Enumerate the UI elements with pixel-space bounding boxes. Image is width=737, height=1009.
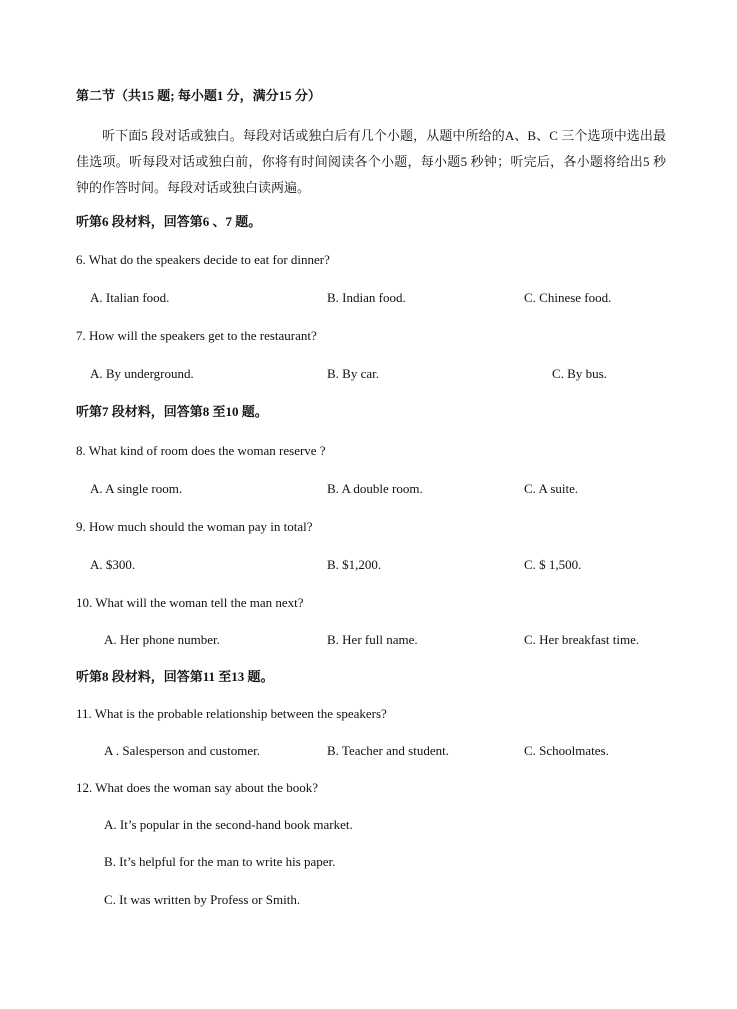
question-11-option-b[interactable]: B. Teacher and student. xyxy=(327,743,449,758)
question-12-option-b[interactable]: B. It’s helpful for the man to write his paper. xyxy=(104,854,336,869)
question-8-option-b[interactable]: B. A double room. xyxy=(327,481,423,496)
question-10-text: 10. What will the woman tell the man next? xyxy=(76,595,304,610)
question-11-option-c[interactable]: C. Schoolmates. xyxy=(524,743,609,758)
section-title: 第二节（共15 题; 每小题1 分，满分15 分） xyxy=(76,88,321,103)
question-11-text: 11. What is the probable relationship between the speakers? xyxy=(76,706,387,721)
question-9-option-a[interactable]: A. $300. xyxy=(90,557,136,572)
question-10-option-c[interactable]: C. Her breakfast time. xyxy=(524,632,640,647)
question-10-option-b[interactable]: B. Her full name. xyxy=(327,632,418,647)
question-12-text: 12. What does the woman say about the book? xyxy=(76,780,319,795)
question-9-option-b[interactable]: B. $1,200. xyxy=(327,557,382,572)
question-9-option-c[interactable]: C. $ 1,500. xyxy=(524,557,582,572)
question-8-text: 8. What kind of room does the woman reserve ? xyxy=(76,443,326,458)
question-7-option-c[interactable]: C. By bus. xyxy=(552,366,607,381)
question-6-text: 6. What do the speakers decide to eat for dinner? xyxy=(76,252,330,267)
question-12-option-a[interactable]: A. It’s popular in the second-hand book market. xyxy=(104,817,353,832)
question-11-option-a[interactable]: A . Salesperson and customer. xyxy=(104,743,260,758)
question-7-option-a[interactable]: A. By underground. xyxy=(90,366,194,381)
question-9-text: 9. How much should the woman pay in total? xyxy=(76,519,313,534)
question-6-option-a[interactable]: A. Italian food. xyxy=(90,290,170,305)
group-heading-2: 听第7 段材料，回答第8 至10 题。 xyxy=(76,404,268,419)
section-instructions: 听下面5 段对话或独白。每段对话或独白后有几个小题，从题中所给的A、B、C 三个选项中选出最佳选项。听每段对话或独白前，你将有时间阅读各个小题，每小题5 秒钟；听完后，各小题将给出5 秒钟的作答时间。每段对话或独白读两遍。 xyxy=(76,128,666,195)
question-6-option-c[interactable]: C. Chinese food. xyxy=(524,290,612,305)
group-heading-3: 听第8 段材料，回答第11 至13 题。 xyxy=(76,669,274,684)
question-7-text: 7. How will the speakers get to the restaurant? xyxy=(76,328,317,343)
question-8-option-a[interactable]: A. A single room. xyxy=(90,481,183,496)
question-7-option-b[interactable]: B. By car. xyxy=(327,366,379,381)
group-heading-1: 听第6 段材料，回答第6 、7 题。 xyxy=(76,214,262,229)
question-12-option-c[interactable]: C. It was written by Profess or Smith. xyxy=(104,892,301,907)
question-8-option-c[interactable]: C. A suite. xyxy=(524,481,579,496)
question-10-option-a[interactable]: A. Her phone number. xyxy=(104,632,220,647)
question-6-option-b[interactable]: B. Indian food. xyxy=(327,290,406,305)
